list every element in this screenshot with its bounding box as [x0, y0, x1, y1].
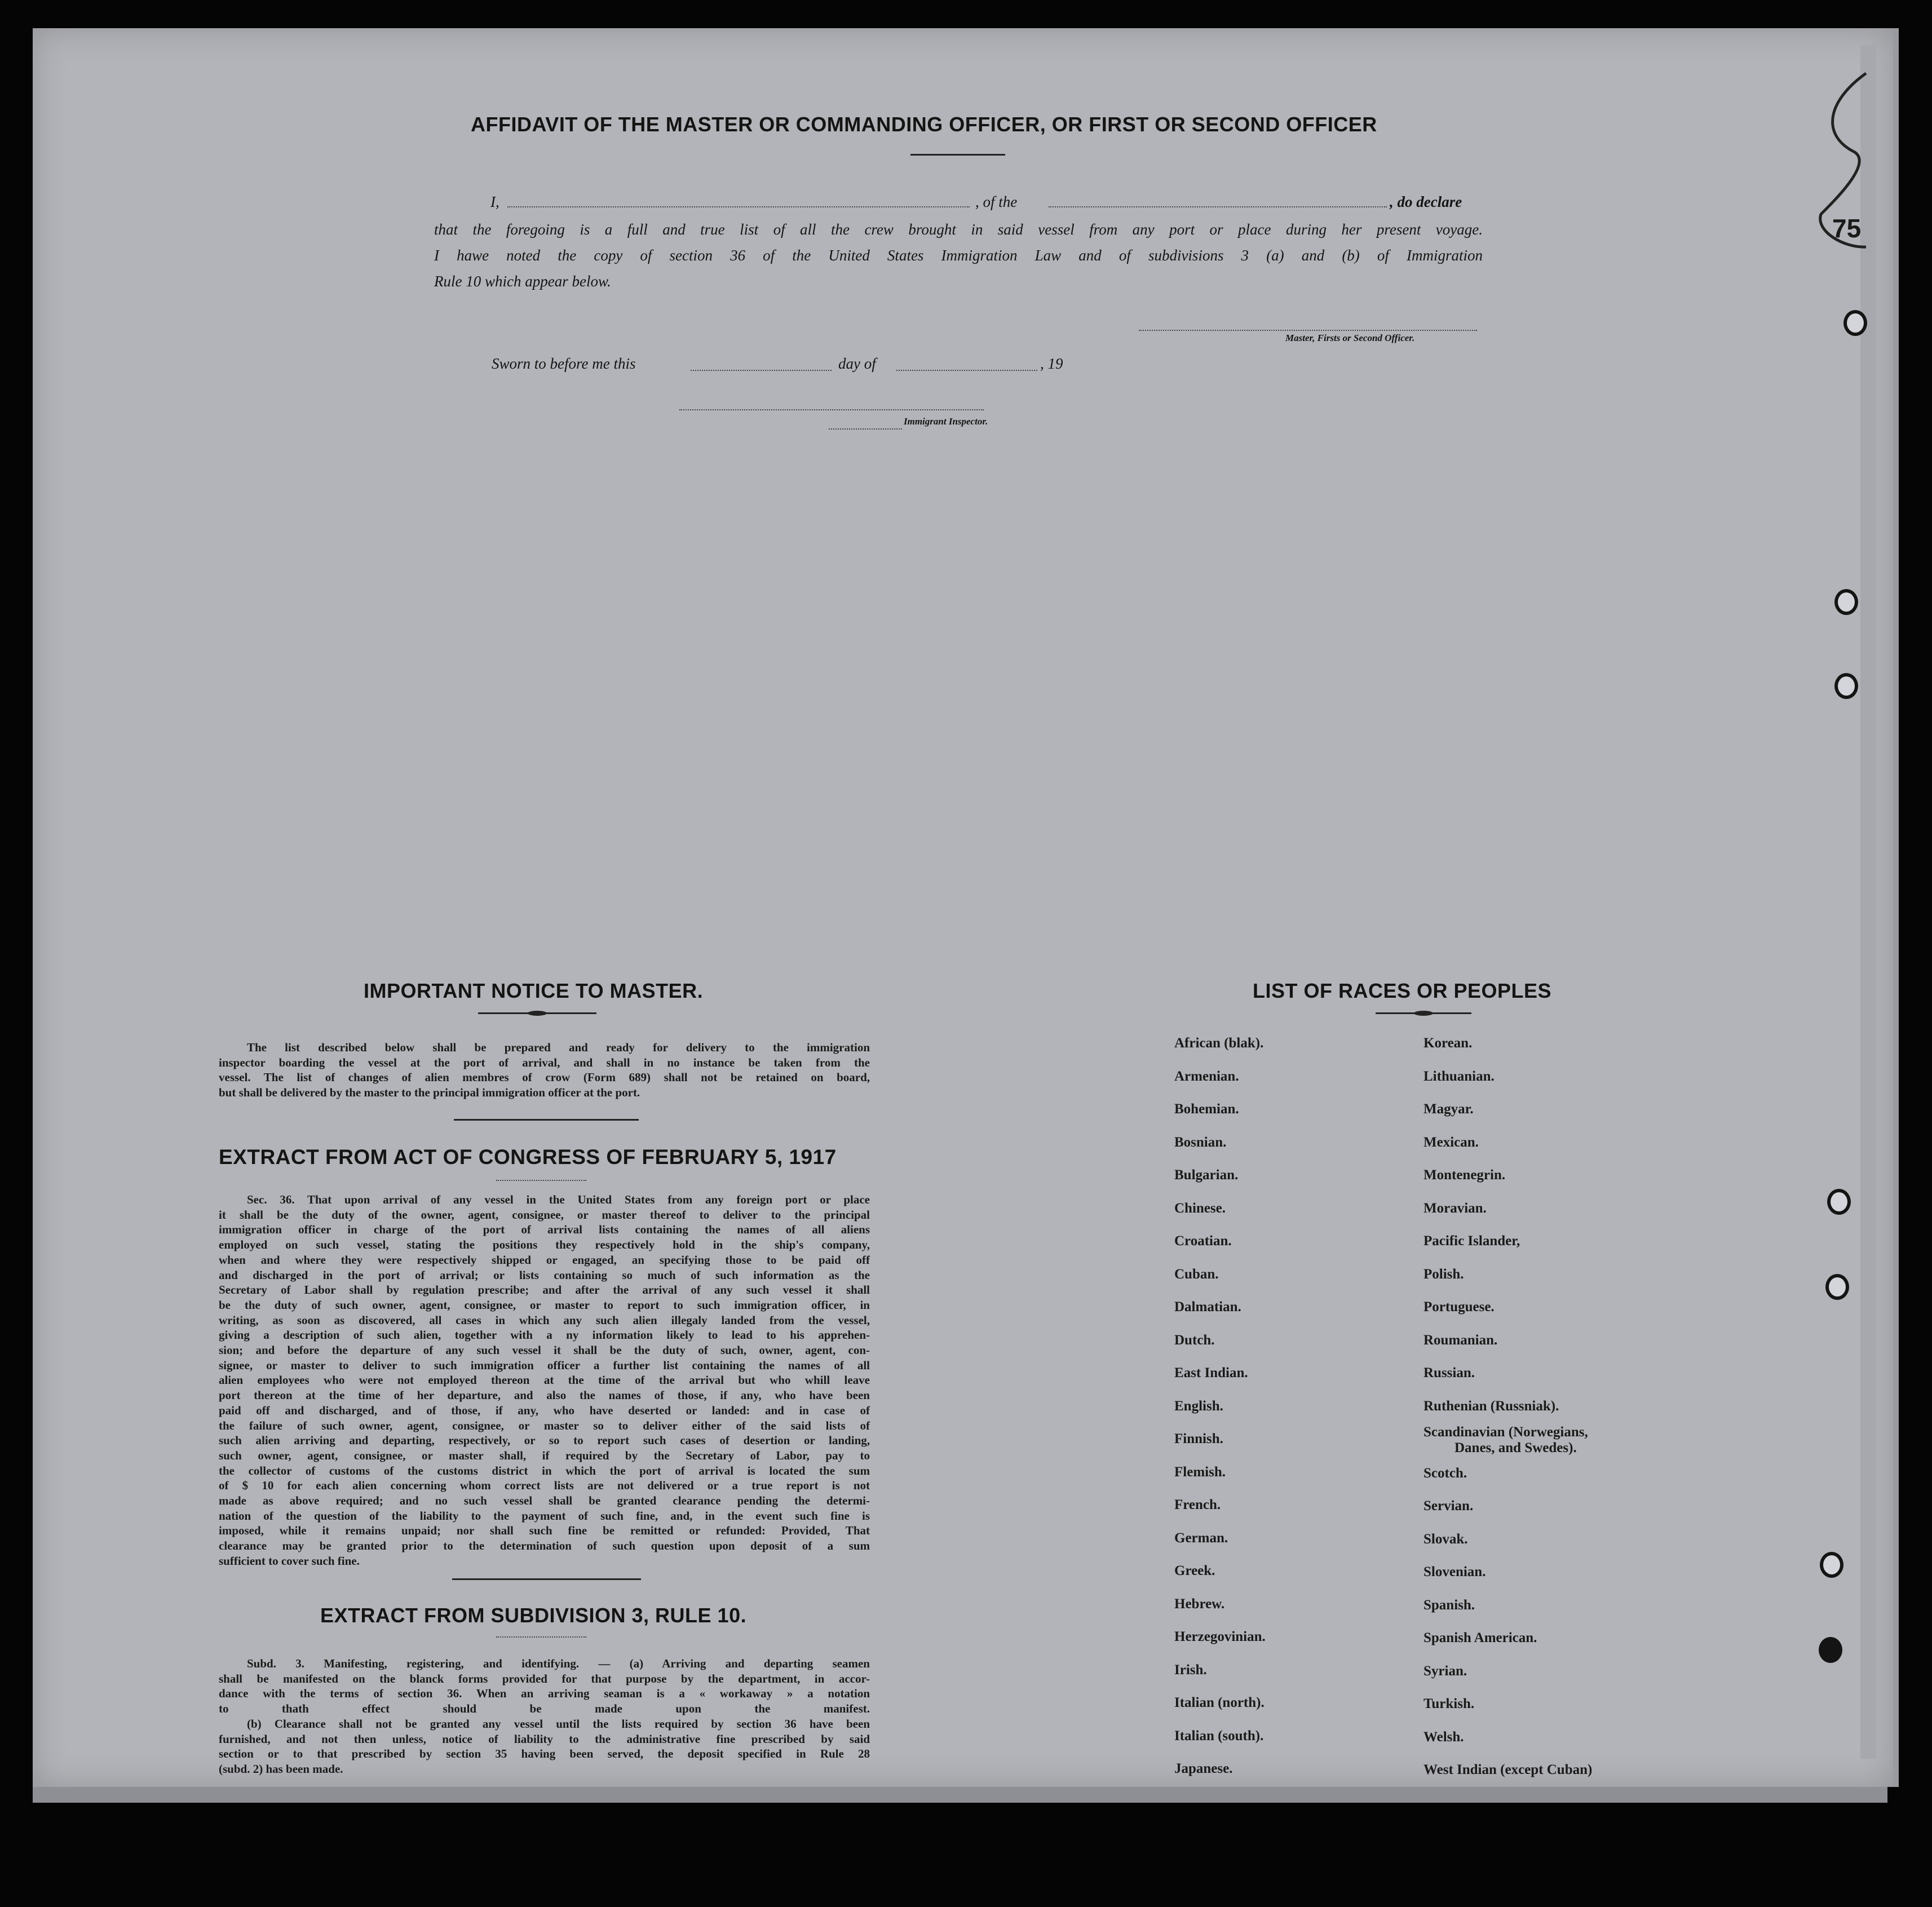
vessel-blank [1049, 206, 1387, 207]
affidavit-declare: , do declare [1390, 193, 1462, 210]
inspector-dots [829, 428, 902, 430]
races-column-right [1423, 1027, 1592, 1787]
race-item: Turkish. [1423, 1696, 1475, 1711]
act-line: writing, as soon as discovered, all cases in which any such alien illegaly landed from the vessel, [219, 1313, 870, 1327]
affidavit-of-the: , of the [975, 193, 1018, 210]
subdivision-line: (subd. 2) has been made. [219, 1762, 343, 1776]
race-item: Roumanian. [1423, 1332, 1498, 1348]
title-underline [910, 154, 1005, 156]
race-item: Syrian. [1423, 1663, 1467, 1679]
page-bottom-edge [33, 1787, 1887, 1803]
act-line: made as above required; and no such vessel shall be granted clearance pending the determi- [219, 1494, 870, 1508]
race-item: German. [1174, 1530, 1228, 1546]
act-line: it shall be the duty of the owner, agent, consignee, or master thereof to deliver to the principal [219, 1207, 870, 1222]
race-item: Spanish. [1423, 1597, 1475, 1613]
notice-ornament [478, 1012, 596, 1014]
race-item: Mexican. [1423, 1134, 1479, 1150]
subdivision-line: shall be manifested on the blanck forms provided for that purpose by the department, in accor- [219, 1671, 870, 1685]
day-blank [691, 370, 832, 371]
race-item: Magyar. [1423, 1101, 1474, 1117]
race-item: Cuban. [1174, 1266, 1219, 1282]
race-item: Chinese. [1174, 1200, 1226, 1216]
notice-line: but shall be delivered by the master to the principal immigration officer at the port. [219, 1086, 640, 1100]
act-line: nation of the question of the liability to the payment of such fine, and, in the event such fine is [219, 1508, 870, 1523]
race-item: East Indian. [1174, 1365, 1248, 1381]
subdivision-line: to thath effect should be made upon the manifest. [219, 1702, 870, 1716]
race-item: Bosnian. [1174, 1134, 1227, 1150]
master-signature-line [1139, 330, 1477, 331]
race-item: Scotch. [1423, 1465, 1467, 1481]
name-blank [507, 206, 970, 207]
binder-hole [1827, 1189, 1851, 1215]
subdivision-line: furnished, and not then unless, notice of liability to the administrative fine prescribed by said [219, 1732, 870, 1746]
affidavit-line-3: I hawe noted the copy of section 36 of the United States Immigration Law and of subdivisions 3 (a) and (b) of Immigration [434, 247, 1483, 264]
race-item: Pacific Islander, [1423, 1233, 1520, 1249]
race-item: Welsh. [1423, 1729, 1464, 1745]
race-item: Spanish American. [1423, 1630, 1537, 1645]
subdivision-line: dance with the terms of section 36. When an arriving seaman is a « workaway » a notation [219, 1687, 870, 1701]
binder-hole [1820, 1552, 1843, 1578]
notice-separator [454, 1119, 639, 1121]
act-text [219, 1192, 870, 1569]
binder-hole [1843, 310, 1867, 336]
race-item: Dutch. [1174, 1332, 1215, 1348]
act-line: imposed, while it remains unpaid; nor shall such fine be remitted or refunded: Provided, That [219, 1524, 870, 1538]
race-item: Portuguese. [1423, 1299, 1495, 1315]
act-line: immigration officer in charge of the port of arrival lists containing the names of all aliens [219, 1223, 870, 1237]
notice-line: The list described below shall be prepared and ready for delivery to the immigration [247, 1041, 870, 1054]
affidavit-i: I, [490, 193, 499, 210]
notice-line: inspector boarding the vessel at the port of arrival, and shall in no instance be taken from the [219, 1055, 870, 1069]
race-item: Slovak. [1423, 1531, 1468, 1547]
subdivision-title: EXTRACT FROM SUBDIVISION 3, RULE 10. [320, 1604, 747, 1627]
act-line: and discharged in the port of arrival; or lists containing so much of such information as the [219, 1268, 870, 1282]
race-item: Bulgarian. [1174, 1167, 1239, 1183]
affidavit-line-2: that the foregoing is a full and true list of all the crew brought in said vessel from any port or place during her present voyage. [434, 221, 1483, 238]
act-line: Secretary of Labor shall by regulation prescribe; and after the arrival of any such vessel it shall [219, 1283, 870, 1297]
race-item: Armenian. [1174, 1068, 1239, 1084]
act-line: sufficient to cover such fine. [219, 1554, 360, 1568]
inspector-label: Immigrant Inspector. [904, 416, 988, 427]
subdivision-line: section or to that prescribed by section 35 having been served, the deposit specified in Rule 28 [219, 1747, 870, 1761]
binder-hole [1819, 1637, 1842, 1663]
race-item-continuation: Danes, and Swedes). [1454, 1440, 1577, 1455]
act-line: signee, or master to deliver to such immigration officer a further list containing the names of all [219, 1358, 870, 1372]
act-line: the failure of such owner, agent, consignee, or master so to deliver either of the said lists of [219, 1418, 870, 1432]
race-item: Flemish. [1174, 1464, 1226, 1480]
race-item: Herzegovinian. [1174, 1629, 1266, 1644]
notice-text [219, 1040, 870, 1100]
race-item: Polish. [1423, 1266, 1464, 1282]
affidavit-line-4: Rule 10 which appear below. [434, 273, 611, 290]
race-item: Slovenian. [1423, 1564, 1486, 1579]
act-title: EXTRACT FROM ACT OF CONGRESS OF FEBRUARY 5, 1917 [219, 1145, 837, 1169]
subdivision-ornament [496, 1636, 586, 1638]
race-item: Servian. [1423, 1498, 1474, 1514]
race-item: Italian (north). [1174, 1695, 1265, 1710]
race-item: Ruthenian (Russniak). [1423, 1398, 1559, 1414]
races-title: LIST OF RACES OR PEOPLES [1253, 979, 1552, 1002]
notice-line: vessel. The list of changes of alien membres of crow (Form 689) shall not be retained on board, [219, 1070, 870, 1085]
act-line: when and where they were respectively shipped or engaged, an specifying those to be paid off [219, 1253, 870, 1267]
page-edge [1860, 45, 1876, 1759]
inspector-signature-line [679, 409, 984, 410]
race-item: Russian. [1423, 1365, 1475, 1381]
act-line: alien employees who were not employed thereon at the time of the arrival but who whill leave [219, 1373, 870, 1387]
act-line: giving a description of such alien, together with a ny information likely to lead to his apprehen- [219, 1328, 870, 1342]
race-item: Croatian. [1174, 1233, 1232, 1249]
race-item: Montenegrin. [1423, 1167, 1506, 1183]
race-item: West Indian (except Cuban) [1423, 1762, 1593, 1777]
race-item: Moravian. [1423, 1200, 1487, 1216]
affidavit-title: AFFIDAVIT OF THE MASTER OR COMMANDING OFFICER, OR FIRST OR SECOND OFFICER [471, 113, 1377, 136]
race-item: Bohemian. [1174, 1101, 1239, 1117]
binder-hole [1834, 673, 1858, 699]
act-ornament [496, 1180, 586, 1181]
subdivision-line: (b) Clearance shall not be granted any vessel until the lists required by section 36 have been [247, 1716, 870, 1731]
subdivision-line: Subd. 3. Manifesting, registering, and identifying. — (a) Arriving and departing seamen [247, 1657, 870, 1670]
race-item: French. [1174, 1497, 1221, 1512]
act-line: the collector of customs of the customs district in which the port of arrival is located the sum [219, 1463, 870, 1477]
race-item: Greek. [1174, 1563, 1215, 1578]
race-item: Dalmatian. [1174, 1299, 1241, 1315]
act-line: employed on such vessel, stating the positions they respectively hold in the ship's company, [219, 1238, 870, 1252]
year-text: , 19 [1040, 355, 1063, 372]
margin-number: 75 [1832, 214, 1862, 243]
race-item: Scandinavian (Norwegians, Danes, and Swedes). [1423, 1423, 1592, 1457]
races-column-left [1174, 1027, 1266, 1786]
race-item: Korean. [1423, 1036, 1473, 1051]
race-item: Finnish. [1174, 1431, 1223, 1446]
act-separator [452, 1578, 641, 1580]
race-item: Irish. [1174, 1662, 1207, 1678]
act-line: Sec. 36. That upon arrival of any vessel in the United States from any foreign port or place [247, 1193, 870, 1206]
act-line: clearance may be granted prior to the determination of such question upon deposit of a sum [219, 1539, 870, 1553]
day-of-text: day of [838, 355, 876, 372]
races-ornament [1376, 1012, 1471, 1014]
race-item: Hebrew. [1174, 1596, 1225, 1612]
act-line: sion; and before the departure of any such vessel it shall be the duty of such, owner, agent, con- [219, 1343, 870, 1357]
race-item: Japanese. [1174, 1761, 1233, 1776]
act-line: be the duty of such owner, agent, consignee, or master to report to such immigration officer, in [219, 1298, 870, 1312]
act-line: such alien arriving and departing, respectively, or so to report such cases of desertion or landing, [219, 1433, 870, 1448]
act-line: port thereon at the time of her departure, and also the names of those, if any, who have been [219, 1388, 870, 1402]
act-line: of $ 10 for each alien concerning whom correct lists are not delivered or a true report is not [219, 1479, 870, 1493]
act-line: such owner, agent, consignee, or master shall, if required by the Secretary of Labor, pay to [219, 1448, 870, 1462]
binder-hole [1834, 589, 1858, 615]
notice-title: IMPORTANT NOTICE TO MASTER. [364, 979, 704, 1002]
act-line: paid off and discharged, and of those, if any, who have deserted or landed: and in case of [219, 1403, 870, 1417]
race-item: Italian (south). [1174, 1728, 1264, 1744]
sworn-text: Sworn to before me this [492, 355, 636, 372]
race-item: Lithuanian. [1423, 1068, 1495, 1084]
binder-hole [1825, 1274, 1849, 1300]
race-item: English. [1174, 1398, 1223, 1414]
month-blank [896, 370, 1037, 371]
subdivision-text [219, 1656, 870, 1777]
master-signature-label: Master, Firsts or Second Officer. [1285, 333, 1415, 343]
race-item: African (blak). [1174, 1036, 1264, 1051]
